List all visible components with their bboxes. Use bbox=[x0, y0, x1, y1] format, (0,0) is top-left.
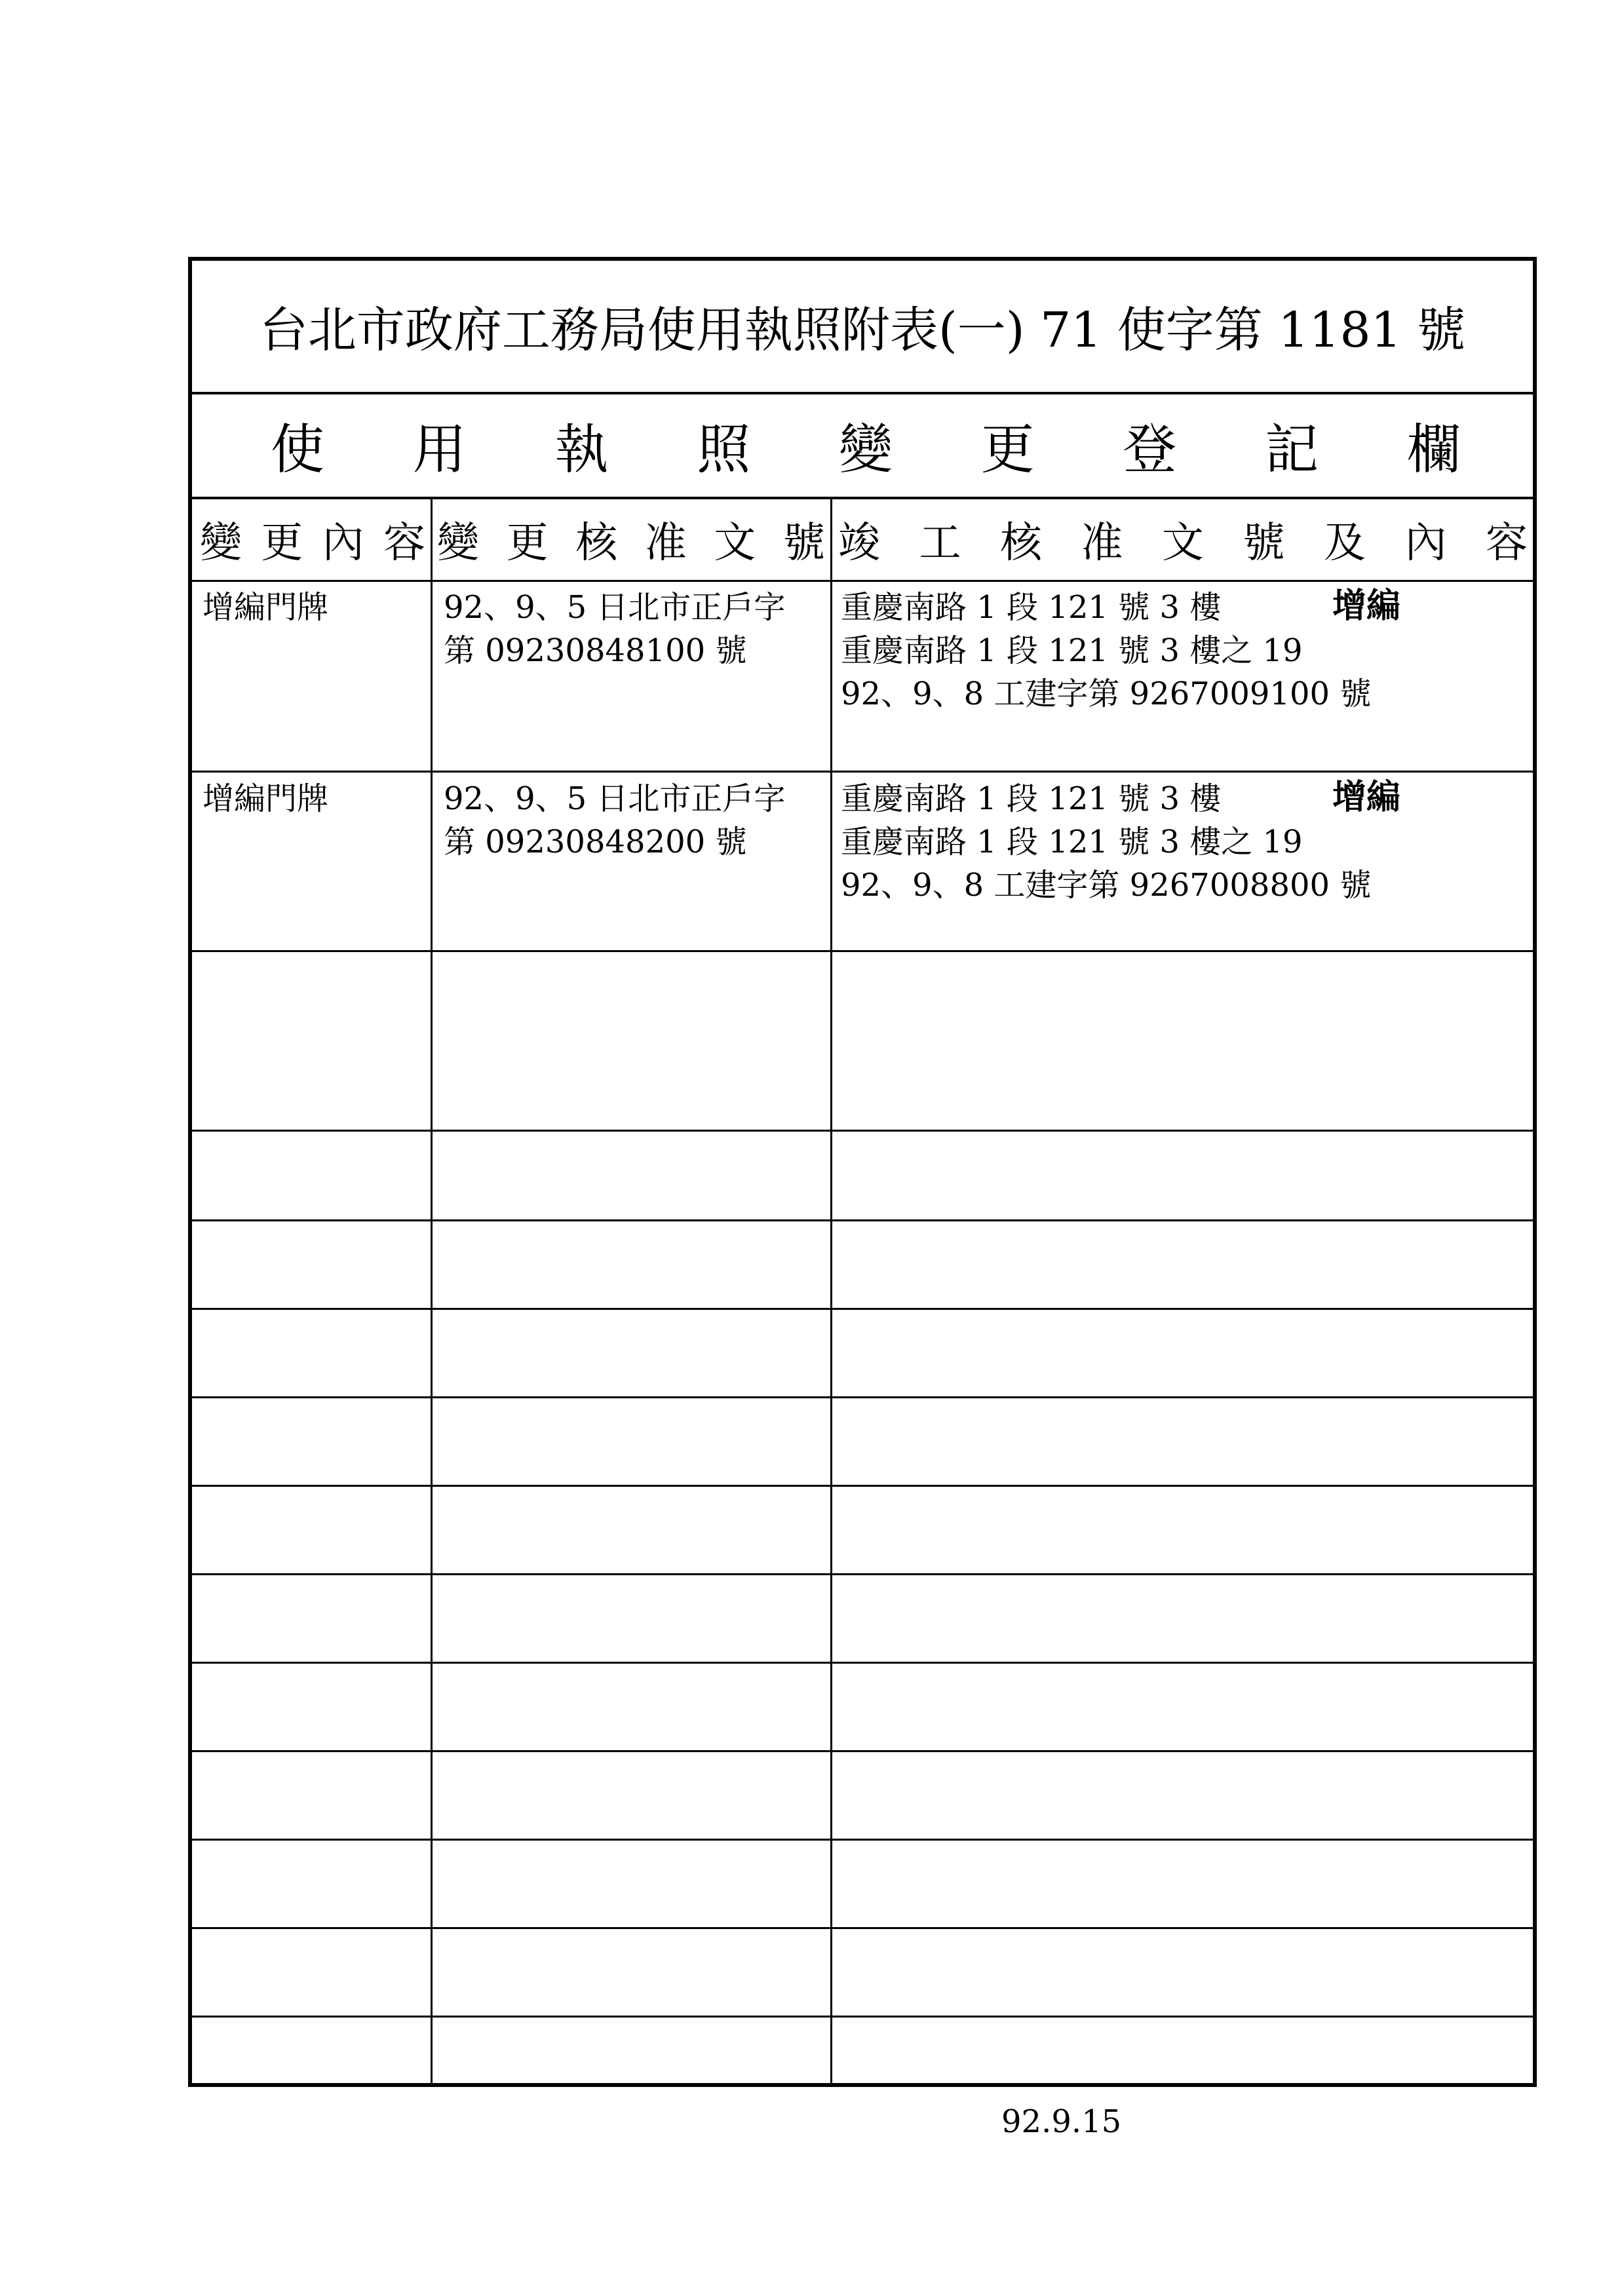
section-title-char: 照 bbox=[697, 419, 751, 481]
row1-completion-line1: 重慶南路 1 段 121 號 3 樓 bbox=[841, 589, 1222, 626]
section-title-char: 更 bbox=[980, 419, 1035, 481]
row2-approval: 92、9、5 日北市正戶字 第 09230848200 號 bbox=[444, 780, 786, 860]
column-divider bbox=[431, 499, 433, 2087]
section-title-char: 用 bbox=[412, 419, 467, 481]
row2-completion-tag: 增編 bbox=[1332, 778, 1401, 817]
row1-approval: 92、9、5 日北市正戶字 第 09230848100 號 bbox=[444, 589, 786, 669]
section-title-char: 使 bbox=[271, 419, 325, 481]
section-title-char: 登 bbox=[1123, 419, 1177, 481]
row1-completion-tag: 增編 bbox=[1332, 586, 1401, 626]
row2-completion-line2: 重慶南路 1 段 121 號 3 樓之 19 bbox=[841, 824, 1303, 860]
section-title-char: 記 bbox=[1265, 419, 1319, 481]
section-title-char: 變 bbox=[838, 419, 893, 481]
column-divider bbox=[830, 499, 832, 2087]
header-change-content: 變 更 內 容 bbox=[200, 519, 425, 567]
row1-completion-line3: 92、9、8 工建字第 9267009100 號 bbox=[841, 676, 1372, 712]
section-title bbox=[192, 394, 1533, 497]
row2-completion-line1: 重慶南路 1 段 121 號 3 樓 bbox=[841, 780, 1222, 817]
header-approval-number: 變 更 核 准 文 號 bbox=[437, 519, 825, 567]
row2-completion-line3: 92、9、8 工建字第 9267008800 號 bbox=[841, 867, 1372, 904]
license-table bbox=[188, 257, 1537, 2087]
footer-date: 92.9.15 bbox=[1001, 2103, 1122, 2140]
section-title-char: 執 bbox=[554, 419, 609, 481]
section-title-char: 欄 bbox=[1406, 419, 1461, 481]
row1-completion-line2: 重慶南路 1 段 121 號 3 樓之 19 bbox=[841, 632, 1303, 669]
row1-change: 增編門牌 bbox=[202, 589, 329, 626]
header-completion-content: 竣 工 核 准 文 號 及 內 容 bbox=[838, 519, 1528, 567]
row2-change: 增編門牌 bbox=[202, 780, 329, 817]
document-title: 台北市政府工務局使用執照附表(一) 71 使字第 1181 號 bbox=[259, 302, 1466, 358]
